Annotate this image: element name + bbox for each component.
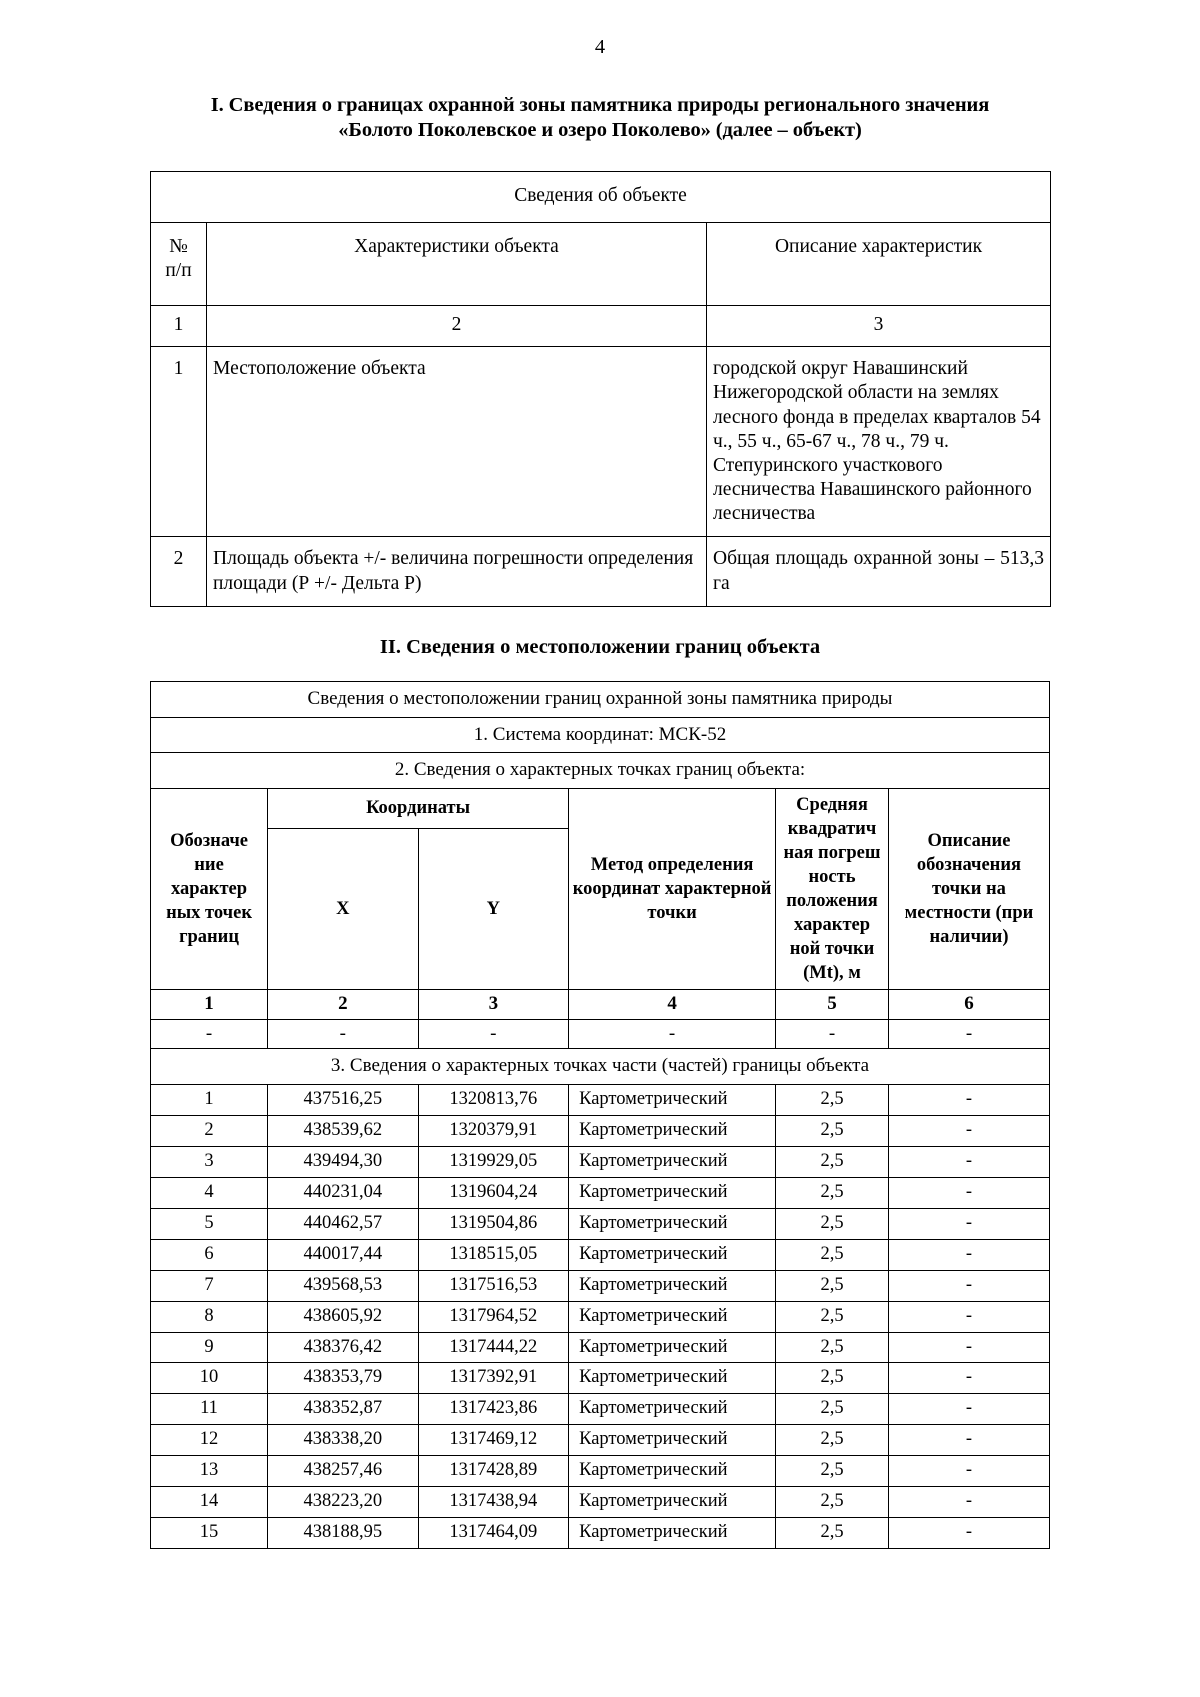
point-number: 15	[151, 1518, 268, 1549]
object-info-caption: Сведения об объекте	[151, 171, 1051, 222]
column-header-mse: Средняя квадратич ная погреш ность положения характер ной точки (Mt), м	[776, 789, 889, 990]
point-mt: 2,5	[776, 1301, 889, 1332]
point-method: Картометрический	[569, 1115, 776, 1146]
row-number: 2	[151, 537, 207, 606]
point-method: Картометрический	[569, 1270, 776, 1301]
point-x: 438605,92	[268, 1301, 419, 1332]
point-description: -	[888, 1425, 1049, 1456]
table-row	[151, 1177, 1050, 1208]
point-y: 1317423,86	[418, 1394, 569, 1425]
point-method: Картометрический	[569, 1085, 776, 1116]
point-description: -	[888, 1394, 1049, 1425]
point-method: Картометрический	[569, 1146, 776, 1177]
column-index-2: 2	[268, 990, 419, 1020]
point-y: 1319504,86	[418, 1208, 569, 1239]
point-description: -	[888, 1208, 1049, 1239]
point-y: 1317464,09	[418, 1518, 569, 1549]
empty-cell-5: -	[776, 1019, 889, 1049]
table-row	[151, 1146, 1050, 1177]
column-header-characteristics: Характеристики объекта	[207, 222, 707, 305]
point-number: 14	[151, 1487, 268, 1518]
point-number: 9	[151, 1332, 268, 1363]
point-description: -	[888, 1270, 1049, 1301]
point-y: 1320379,91	[418, 1115, 569, 1146]
point-y: 1320813,76	[418, 1085, 569, 1116]
table-row	[151, 789, 1050, 829]
object-info-table	[150, 171, 1051, 607]
column-header-description: Описание характеристик	[707, 222, 1051, 305]
table-row	[151, 682, 1050, 718]
empty-cell-3: -	[418, 1019, 569, 1049]
table-row	[151, 1363, 1050, 1394]
column-header-number-line-1: №	[169, 235, 188, 257]
point-x: 439568,53	[268, 1270, 419, 1301]
column-header-method: Метод определения координат характерной точки	[569, 789, 776, 990]
point-number: 7	[151, 1270, 268, 1301]
point-mt: 2,5	[776, 1270, 889, 1301]
point-method: Картометрический	[569, 1301, 776, 1332]
row-description: городской округ Навашинский Нижегородской области на землях лесного фонда в пределах кварталов 54 ч., 55 ч., 65-67 ч., 78 ч., 79 ч. Степуринского участкового лесничества Навашинского районного лесничества	[707, 347, 1051, 537]
point-y: 1317392,91	[418, 1363, 569, 1394]
table-row	[151, 1049, 1050, 1085]
row-description: Общая площадь охранной зоны – 513,3 га	[707, 537, 1051, 606]
point-method: Картометрический	[569, 1425, 776, 1456]
point-number: 13	[151, 1456, 268, 1487]
point-number: 11	[151, 1394, 268, 1425]
column-index-6: 6	[888, 990, 1049, 1020]
table-row	[151, 306, 1051, 347]
point-method: Картометрический	[569, 1487, 776, 1518]
column-header-number	[151, 222, 207, 305]
point-x: 440017,44	[268, 1239, 419, 1270]
table-row	[151, 171, 1051, 222]
point-y: 1319929,05	[418, 1146, 569, 1177]
point-number: 12	[151, 1425, 268, 1456]
point-x: 438353,79	[268, 1363, 419, 1394]
table-row	[151, 1425, 1050, 1456]
column-header-x: X	[268, 828, 419, 990]
page-number: 4	[594, 36, 606, 58]
column-header-y: Y	[418, 828, 569, 990]
column-header-point-designation: Обозначе ние характер ных точек границ	[151, 789, 268, 990]
point-x: 438257,46	[268, 1456, 419, 1487]
table-row	[151, 1239, 1050, 1270]
point-x: 439494,30	[268, 1146, 419, 1177]
empty-cell-4: -	[569, 1019, 776, 1049]
point-y: 1317444,22	[418, 1332, 569, 1363]
characteristic-points-section-row: 2. Сведения о характерных точках границ объекта:	[151, 753, 1050, 789]
point-y: 1317428,89	[418, 1456, 569, 1487]
section-1-title	[150, 93, 1050, 143]
object-info-table-wrap	[150, 171, 1050, 607]
point-method: Картометрический	[569, 1456, 776, 1487]
point-y: 1317438,94	[418, 1487, 569, 1518]
table-row	[151, 1301, 1050, 1332]
column-header-point-description: Описание обозначения точки на местности (при наличии)	[888, 789, 1049, 990]
column-header-number-line-2: п/п	[165, 259, 192, 281]
section-1-title-line-1: I. Сведения о границах охранной зоны памятника природы регионального значения	[210, 93, 990, 116]
boundary-points-table	[150, 681, 1050, 1549]
point-x: 438376,42	[268, 1332, 419, 1363]
point-description: -	[888, 1146, 1049, 1177]
table-row	[151, 1019, 1050, 1049]
column-header-coordinates: Координаты	[268, 789, 569, 829]
table-row	[151, 753, 1050, 789]
point-y: 1318515,05	[418, 1239, 569, 1270]
point-description: -	[888, 1085, 1049, 1116]
point-y: 1317964,52	[418, 1301, 569, 1332]
point-method: Картометрический	[569, 1394, 776, 1425]
table-row	[151, 1208, 1050, 1239]
point-description: -	[888, 1239, 1049, 1270]
column-index-2: 2	[207, 306, 707, 347]
point-x: 438338,20	[268, 1425, 419, 1456]
coordinate-system-row: 1. Система координат: МСК-52	[151, 717, 1050, 753]
point-x: 438352,87	[268, 1394, 419, 1425]
point-method: Картометрический	[569, 1239, 776, 1270]
point-number: 8	[151, 1301, 268, 1332]
point-description: -	[888, 1487, 1049, 1518]
point-y: 1317516,53	[418, 1270, 569, 1301]
point-x: 440231,04	[268, 1177, 419, 1208]
point-y: 1319604,24	[418, 1177, 569, 1208]
point-mt: 2,5	[776, 1085, 889, 1116]
column-index-1: 1	[151, 990, 268, 1020]
point-mt: 2,5	[776, 1456, 889, 1487]
table-row	[151, 347, 1051, 537]
table-row	[151, 1115, 1050, 1146]
table-row	[151, 1394, 1050, 1425]
column-index-1: 1	[151, 306, 207, 347]
boundary-table-caption: Сведения о местоположении границ охранной зоны памятника природы	[151, 682, 1050, 718]
table-row	[151, 1518, 1050, 1549]
point-description: -	[888, 1518, 1049, 1549]
empty-cell-1: -	[151, 1019, 268, 1049]
point-number: 3	[151, 1146, 268, 1177]
table-row	[151, 222, 1051, 305]
point-description: -	[888, 1115, 1049, 1146]
table-row	[151, 537, 1051, 606]
point-method: Картометрический	[569, 1518, 776, 1549]
point-method: Картометрический	[569, 1332, 776, 1363]
section-2-title: II. Сведения о местоположении границ объекта	[379, 635, 821, 658]
point-method: Картометрический	[569, 1363, 776, 1394]
point-x: 440462,57	[268, 1208, 419, 1239]
empty-cell-2: -	[268, 1019, 419, 1049]
point-mt: 2,5	[776, 1487, 889, 1518]
point-mt: 2,5	[776, 1394, 889, 1425]
point-mt: 2,5	[776, 1146, 889, 1177]
row-number: 1	[151, 347, 207, 537]
table-row	[151, 1487, 1050, 1518]
row-characteristic: Площадь объекта +/- величина погрешности определения площади (Р +/- Дельта Р)	[207, 537, 707, 606]
row-characteristic: Местоположение объекта	[207, 347, 707, 537]
empty-cell-6: -	[888, 1019, 1049, 1049]
point-mt: 2,5	[776, 1208, 889, 1239]
point-method: Картометрический	[569, 1208, 776, 1239]
point-method: Картометрический	[569, 1177, 776, 1208]
column-index-3: 3	[418, 990, 569, 1020]
point-x: 438539,62	[268, 1115, 419, 1146]
point-x: 437516,25	[268, 1085, 419, 1116]
point-number: 2	[151, 1115, 268, 1146]
point-mt: 2,5	[776, 1239, 889, 1270]
part-boundary-section-row: 3. Сведения о характерных точках части (частей) границы объекта	[151, 1049, 1050, 1085]
point-mt: 2,5	[776, 1518, 889, 1549]
point-mt: 2,5	[776, 1332, 889, 1363]
point-description: -	[888, 1456, 1049, 1487]
point-number: 1	[151, 1085, 268, 1116]
point-number: 4	[151, 1177, 268, 1208]
boundary-points-body	[151, 1085, 1050, 1549]
point-number: 5	[151, 1208, 268, 1239]
table-row	[151, 1085, 1050, 1116]
boundary-points-table-wrap	[150, 681, 1050, 1549]
table-row	[151, 717, 1050, 753]
point-number: 6	[151, 1239, 268, 1270]
point-y: 1317469,12	[418, 1425, 569, 1456]
point-mt: 2,5	[776, 1425, 889, 1456]
point-description: -	[888, 1332, 1049, 1363]
column-index-4: 4	[569, 990, 776, 1020]
point-description: -	[888, 1301, 1049, 1332]
column-index-5: 5	[776, 990, 889, 1020]
point-mt: 2,5	[776, 1363, 889, 1394]
point-mt: 2,5	[776, 1115, 889, 1146]
column-index-3: 3	[707, 306, 1051, 347]
point-x: 438223,20	[268, 1487, 419, 1518]
table-row	[151, 1332, 1050, 1363]
table-row	[151, 1456, 1050, 1487]
point-x: 438188,95	[268, 1518, 419, 1549]
table-row	[151, 990, 1050, 1020]
point-number: 10	[151, 1363, 268, 1394]
point-description: -	[888, 1363, 1049, 1394]
section-1-title-line-2: «Болото Поколевское и озеро Поколево» (далее – объект)	[338, 118, 862, 141]
table-row	[151, 1270, 1050, 1301]
point-mt: 2,5	[776, 1177, 889, 1208]
point-description: -	[888, 1177, 1049, 1208]
